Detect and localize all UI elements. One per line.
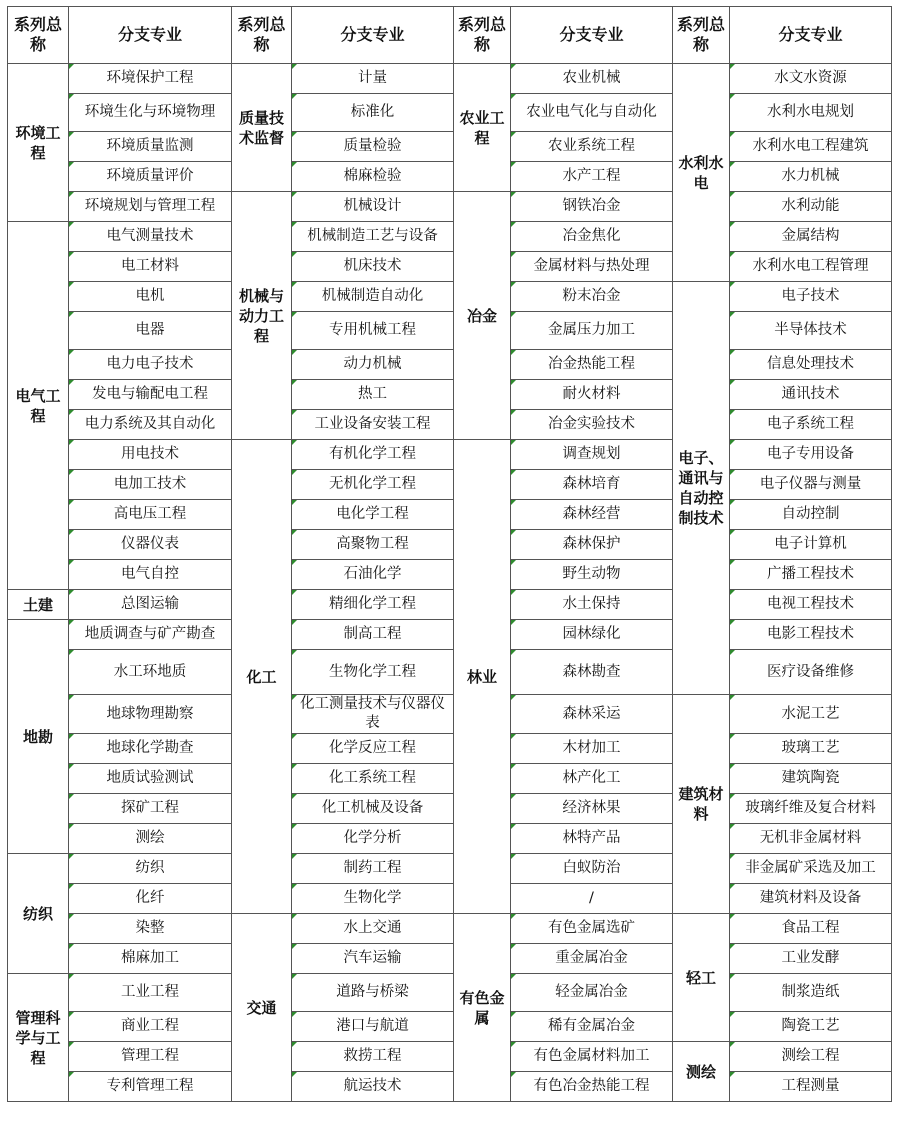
specialty-cell: 测绘 <box>69 824 232 854</box>
specialty-cell: 医疗设备维修 <box>730 650 892 695</box>
specialty-cell: 电化学工程 <box>292 500 454 530</box>
specialty-cell: 建筑陶瓷 <box>730 764 892 794</box>
specialty-cell: 电视工程技术 <box>730 590 892 620</box>
specialty-cell: 地质调查与矿产勘查 <box>69 620 232 650</box>
specialty-cell: 食品工程 <box>730 914 892 944</box>
specialty-cell: 标准化 <box>292 94 454 132</box>
specialty-cell: 动力机械 <box>292 350 454 380</box>
header-specialty-2: 分支专业 <box>292 7 454 64</box>
specialty-cell: 地球物理勘察 <box>69 695 232 734</box>
specialty-cell: 精细化学工程 <box>292 590 454 620</box>
specialty-cell: 稀有金属冶金 <box>511 1012 673 1042</box>
specialty-cell: 制药工程 <box>292 854 454 884</box>
category-cell: 农业工程 <box>454 64 511 192</box>
specialty-cell: 有机化学工程 <box>292 440 454 470</box>
specialty-cell: 森林保护 <box>511 530 673 560</box>
header-specialty-1: 分支专业 <box>69 7 232 64</box>
specialty-cell: 农业系统工程 <box>511 132 673 162</box>
specialty-cell: 电气测量技术 <box>69 222 232 252</box>
specialty-cell: 染整 <box>69 914 232 944</box>
specialty-cell: 道路与桥梁 <box>292 974 454 1012</box>
specialty-cell: 电工材料 <box>69 252 232 282</box>
specialty-cell: 电力系统及其自动化 <box>69 410 232 440</box>
specialty-cell: 森林经营 <box>511 500 673 530</box>
specialty-cell: 森林勘查 <box>511 650 673 695</box>
specialty-cell: 机械制造自动化 <box>292 282 454 312</box>
specialty-cell: 水土保持 <box>511 590 673 620</box>
specialty-cell: 水利水电工程建筑 <box>730 132 892 162</box>
category-cell: 纺织 <box>8 854 69 974</box>
category-cell: 交通 <box>232 914 292 1102</box>
specialty-cell: 半导体技术 <box>730 312 892 350</box>
specialty-cell: 电影工程技术 <box>730 620 892 650</box>
specialty-cell: 生物化学工程 <box>292 650 454 695</box>
specialty-cell: 水利动能 <box>730 192 892 222</box>
specialty-cell: 制高工程 <box>292 620 454 650</box>
specialty-cell: 重金属冶金 <box>511 944 673 974</box>
specialty-cell: 耐火材料 <box>511 380 673 410</box>
specialty-cell: 白蚁防治 <box>511 854 673 884</box>
specialty-cell: 有色金属选矿 <box>511 914 673 944</box>
specialty-cell: 粉末冶金 <box>511 282 673 312</box>
specialty-cell: 电子技术 <box>730 282 892 312</box>
specialty-cell: 化工系统工程 <box>292 764 454 794</box>
specialty-cell: 高聚物工程 <box>292 530 454 560</box>
specialty-cell: 非金属矿采选及加工 <box>730 854 892 884</box>
specialty-cell: 电子仪器与测量 <box>730 470 892 500</box>
header-category-1: 系列总称 <box>8 7 69 64</box>
specialty-cell: 化工机械及设备 <box>292 794 454 824</box>
specialty-cell: 林特产品 <box>511 824 673 854</box>
specialty-cell: 有色金属材料加工 <box>511 1042 673 1072</box>
specialty-cell: 森林培育 <box>511 470 673 500</box>
specialty-cell: 电子计算机 <box>730 530 892 560</box>
specialty-cell: 钢铁冶金 <box>511 192 673 222</box>
specialty-cell: 化学反应工程 <box>292 734 454 764</box>
specialty-cell: 轻金属冶金 <box>511 974 673 1012</box>
specialty-cell: 航运技术 <box>292 1072 454 1102</box>
specialty-cell: 化工测量技术与仪器仪表 <box>292 695 454 734</box>
specialty-cell: 质量检验 <box>292 132 454 162</box>
specialty-cell: 水力机械 <box>730 162 892 192</box>
specialty-cell: 水利水电规划 <box>730 94 892 132</box>
specialty-cell: 信息处理技术 <box>730 350 892 380</box>
specialty-cell: 棉麻加工 <box>69 944 232 974</box>
specialty-cell: 制浆造纸 <box>730 974 892 1012</box>
specialty-cell: 化纤 <box>69 884 232 914</box>
specialty-cell: 金属压力加工 <box>511 312 673 350</box>
category-cell: 电子、通讯与自动控制技术 <box>673 282 730 695</box>
specialty-cell: 石油化学 <box>292 560 454 590</box>
specialty-cell: 玻璃工艺 <box>730 734 892 764</box>
specialty-cell: 计量 <box>292 64 454 94</box>
specialty-cell: 纺织 <box>69 854 232 884</box>
category-cell: 林业 <box>454 440 511 914</box>
specialty-cell: 专用机械工程 <box>292 312 454 350</box>
specialty-cell: 发电与输配电工程 <box>69 380 232 410</box>
specialty-cell: 无机化学工程 <box>292 470 454 500</box>
category-cell: 有色金属 <box>454 914 511 1102</box>
specialty-cell: 玻璃纤维及复合材料 <box>730 794 892 824</box>
specialty-cell: 农业机械 <box>511 64 673 94</box>
specialty-cell: 冶金焦化 <box>511 222 673 252</box>
specialty-cell: 野生动物 <box>511 560 673 590</box>
specialty-cell: 港口与航道 <box>292 1012 454 1042</box>
category-cell: 化工 <box>232 440 292 914</box>
category-cell: 质量技术监督 <box>232 64 292 192</box>
header-category-2: 系列总称 <box>232 7 292 64</box>
header-category-3: 系列总称 <box>454 7 511 64</box>
category-cell: 建筑材料 <box>673 695 730 914</box>
specialty-cell: 经济林果 <box>511 794 673 824</box>
category-cell: 地勘 <box>8 620 69 854</box>
specialty-cell: 园林绿化 <box>511 620 673 650</box>
specialty-cell: 金属材料与热处理 <box>511 252 673 282</box>
specialty-cell: 环境保护工程 <box>69 64 232 94</box>
specialty-cell: 电加工技术 <box>69 470 232 500</box>
specialty-table <box>7 6 892 1102</box>
specialty-cell: 环境规划与管理工程 <box>69 192 232 222</box>
specialty-cell: 探矿工程 <box>69 794 232 824</box>
category-cell: 轻工 <box>673 914 730 1042</box>
specialty-cell: 生物化学 <box>292 884 454 914</box>
specialty-cell: 救捞工程 <box>292 1042 454 1072</box>
specialty-cell: 汽车运输 <box>292 944 454 974</box>
specialty-cell: 工业工程 <box>69 974 232 1012</box>
specialty-cell: 化学分析 <box>292 824 454 854</box>
specialty-cell: 高电压工程 <box>69 500 232 530</box>
specialty-cell: 森林采运 <box>511 695 673 734</box>
specialty-cell: 工业发酵 <box>730 944 892 974</box>
specialty-cell: 测绘工程 <box>730 1042 892 1072</box>
specialty-cell: 电机 <box>69 282 232 312</box>
empty-cell: / <box>511 884 673 914</box>
specialty-cell: 水泥工艺 <box>730 695 892 734</box>
specialty-cell: 棉麻检验 <box>292 162 454 192</box>
category-cell: 管理科学与工程 <box>8 974 69 1102</box>
specialty-cell: 电子专用设备 <box>730 440 892 470</box>
specialty-cell: 仪器仪表 <box>69 530 232 560</box>
specialty-cell: 金属结构 <box>730 222 892 252</box>
specialty-cell: 电气自控 <box>69 560 232 590</box>
specialty-cell: 电力电子技术 <box>69 350 232 380</box>
specialty-cell: 用电技术 <box>69 440 232 470</box>
header-specialty-4: 分支专业 <box>730 7 892 64</box>
category-cell: 环境工程 <box>8 64 69 222</box>
category-cell: 机械与动力工程 <box>232 192 292 440</box>
specialty-cell: 木材加工 <box>511 734 673 764</box>
specialty-cell: 机械制造工艺与设备 <box>292 222 454 252</box>
specialty-cell: 农业电气化与自动化 <box>511 94 673 132</box>
specialty-cell: 地球化学勘查 <box>69 734 232 764</box>
specialty-cell: 广播工程技术 <box>730 560 892 590</box>
specialty-cell: 水产工程 <box>511 162 673 192</box>
category-cell: 土建 <box>8 590 69 620</box>
specialty-cell: 陶瓷工艺 <box>730 1012 892 1042</box>
specialty-cell: 水工环地质 <box>69 650 232 695</box>
specialty-cell: 工业设备安装工程 <box>292 410 454 440</box>
specialty-cell: 林产化工 <box>511 764 673 794</box>
category-cell: 冶金 <box>454 192 511 440</box>
header-category-4: 系列总称 <box>673 7 730 64</box>
specialty-cell: 调查规划 <box>511 440 673 470</box>
specialty-cell: 机械设计 <box>292 192 454 222</box>
specialty-cell: 冶金热能工程 <box>511 350 673 380</box>
specialty-cell: 电子系统工程 <box>730 410 892 440</box>
specialty-cell: 环境质量评价 <box>69 162 232 192</box>
specialty-cell: 商业工程 <box>69 1012 232 1042</box>
specialty-cell: 管理工程 <box>69 1042 232 1072</box>
specialty-cell: 无机非金属材料 <box>730 824 892 854</box>
specialty-cell: 机床技术 <box>292 252 454 282</box>
category-cell: 电气工程 <box>8 222 69 590</box>
specialty-cell: 环境生化与环境物理 <box>69 94 232 132</box>
specialty-cell: 冶金实验技术 <box>511 410 673 440</box>
category-cell: 测绘 <box>673 1042 730 1102</box>
specialty-cell: 自动控制 <box>730 500 892 530</box>
specialty-cell: 热工 <box>292 380 454 410</box>
specialty-cell: 通讯技术 <box>730 380 892 410</box>
category-cell: 水利水电 <box>673 64 730 282</box>
specialty-cell: 水文水资源 <box>730 64 892 94</box>
specialty-cell: 电器 <box>69 312 232 350</box>
specialty-cell: 水利水电工程管理 <box>730 252 892 282</box>
specialty-cell: 建筑材料及设备 <box>730 884 892 914</box>
specialty-cell: 水上交通 <box>292 914 454 944</box>
specialty-cell: 有色冶金热能工程 <box>511 1072 673 1102</box>
specialty-cell: 地质试验测试 <box>69 764 232 794</box>
specialty-cell: 工程测量 <box>730 1072 892 1102</box>
specialty-cell: 专利管理工程 <box>69 1072 232 1102</box>
specialty-cell: 环境质量监测 <box>69 132 232 162</box>
specialty-cell: 总图运输 <box>69 590 232 620</box>
header-specialty-3: 分支专业 <box>511 7 673 64</box>
